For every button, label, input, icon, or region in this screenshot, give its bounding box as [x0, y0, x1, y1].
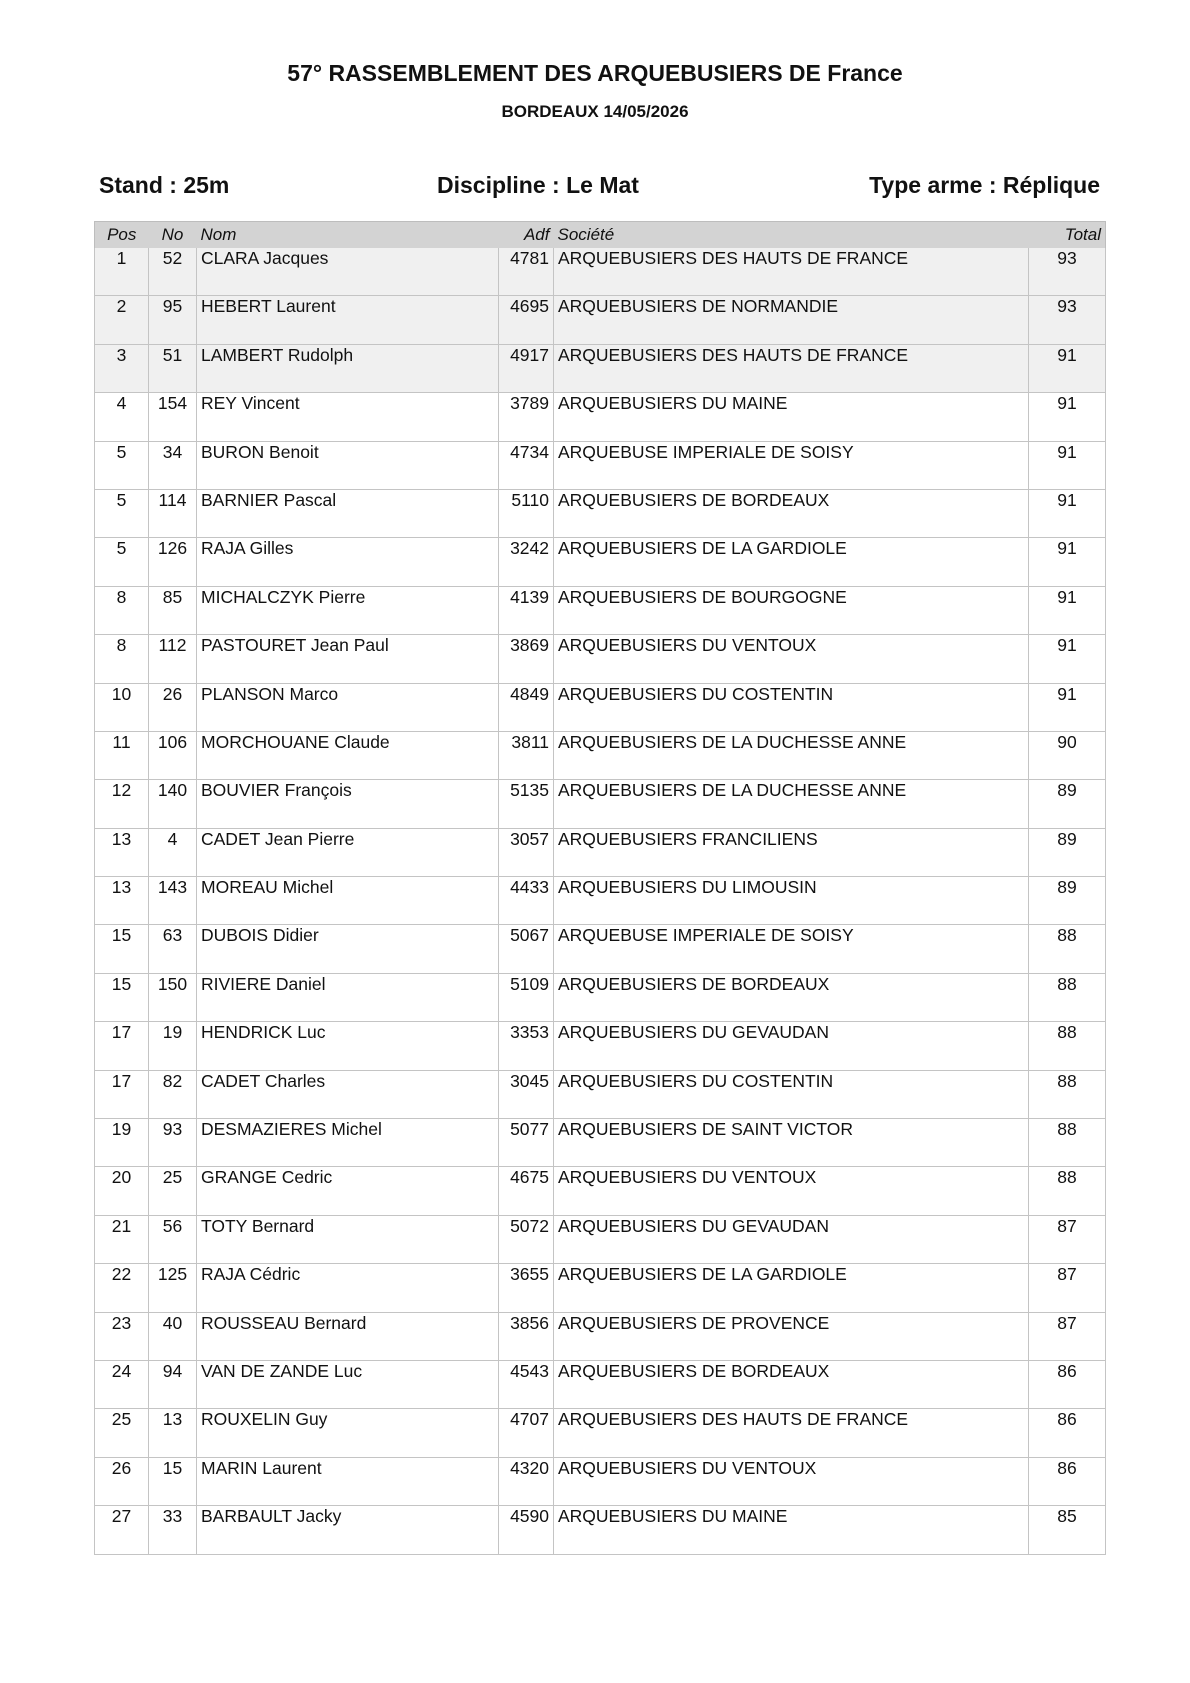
table-row [95, 731, 1106, 779]
cell-pos: 13 [95, 828, 149, 876]
table-row [95, 1312, 1106, 1360]
cell-adf: 5135 [499, 780, 554, 828]
cell-adf: 4695 [499, 296, 554, 344]
table-row [95, 1070, 1106, 1118]
cell-nom: TOTY Bernard [197, 1215, 499, 1263]
cell-adf: 3869 [499, 635, 554, 683]
table-row [95, 925, 1106, 973]
cell-nom: RIVIERE Daniel [197, 973, 499, 1021]
cell-adf: 4320 [499, 1457, 554, 1505]
cell-total: 88 [1029, 1167, 1106, 1215]
table-row [95, 1506, 1106, 1554]
table-row [95, 1215, 1106, 1263]
cell-nom: LAMBERT Rudolph [197, 344, 499, 392]
table-row [95, 877, 1106, 925]
cell-pos: 12 [95, 780, 149, 828]
cell-societe: ARQUEBUSIERS DU MAINE [554, 393, 1029, 441]
cell-societe: ARQUEBUSIERS DE BOURGOGNE [554, 586, 1029, 634]
cell-societe: ARQUEBUSIERS DU VENTOUX [554, 1457, 1029, 1505]
cell-total: 89 [1029, 877, 1106, 925]
cell-societe: ARQUEBUSIERS DE NORMANDIE [554, 296, 1029, 344]
cell-adf: 5067 [499, 925, 554, 973]
cell-nom: BURON Benoit [197, 441, 499, 489]
cell-total: 87 [1029, 1215, 1106, 1263]
cell-nom: ROUSSEAU Bernard [197, 1312, 499, 1360]
cell-no: 140 [149, 780, 197, 828]
cell-total: 93 [1029, 248, 1106, 296]
column-header-nom: Nom [200, 224, 237, 244]
cell-pos: 24 [95, 1360, 149, 1408]
cell-societe: ARQUEBUSE IMPERIALE DE SOISY [554, 441, 1029, 489]
cell-pos: 22 [95, 1264, 149, 1312]
cell-no: 94 [149, 1360, 197, 1408]
table-row [95, 393, 1106, 441]
cell-societe: ARQUEBUSIERS DU GEVAUDAN [554, 1022, 1029, 1070]
cell-total: 88 [1029, 1070, 1106, 1118]
results-table-header [95, 222, 1106, 248]
table-row [95, 780, 1106, 828]
cell-nom: RAJA Gilles [197, 538, 499, 586]
cell-no: 13 [149, 1409, 197, 1457]
cell-societe: ARQUEBUSIERS DE LA GARDIOLE [554, 1264, 1029, 1312]
cell-pos: 1 [95, 248, 149, 296]
cell-nom: BOUVIER François [197, 780, 499, 828]
table-row [95, 1409, 1106, 1457]
table-row [95, 489, 1106, 537]
cell-nom: RAJA Cédric [197, 1264, 499, 1312]
cell-pos: 10 [95, 683, 149, 731]
cell-societe: ARQUEBUSIERS DE SAINT VICTOR [554, 1119, 1029, 1167]
cell-pos: 26 [95, 1457, 149, 1505]
cell-pos: 8 [95, 635, 149, 683]
cell-societe: ARQUEBUSIERS DU GEVAUDAN [554, 1215, 1029, 1263]
cell-adf: 3789 [499, 393, 554, 441]
column-header-adf: Adf [523, 224, 550, 244]
cell-nom: HEBERT Laurent [197, 296, 499, 344]
cell-total: 91 [1029, 586, 1106, 634]
column-header-pos: Pos [107, 224, 137, 244]
cell-pos: 3 [95, 344, 149, 392]
cell-no: 93 [149, 1119, 197, 1167]
cell-total: 91 [1029, 393, 1106, 441]
cell-adf: 3242 [499, 538, 554, 586]
table-row [95, 441, 1106, 489]
table-row [95, 683, 1106, 731]
cell-pos: 2 [95, 296, 149, 344]
table-row [95, 538, 1106, 586]
cell-pos: 15 [95, 973, 149, 1021]
cell-total: 91 [1029, 635, 1106, 683]
cell-total: 90 [1029, 731, 1106, 779]
table-row [95, 635, 1106, 683]
column-header-societe: Société [557, 224, 615, 244]
cell-adf: 4734 [499, 441, 554, 489]
cell-no: 19 [149, 1022, 197, 1070]
table-row [95, 1360, 1106, 1408]
table-row [95, 1119, 1106, 1167]
table-row [95, 1022, 1106, 1070]
column-header-total: Total [1064, 224, 1101, 244]
cell-nom: MARIN Laurent [197, 1457, 499, 1505]
results-table [94, 221, 1106, 1555]
cell-no: 63 [149, 925, 197, 973]
cell-societe: ARQUEBUSIERS DE LA GARDIOLE [554, 538, 1029, 586]
cell-societe: ARQUEBUSIERS FRANCILIENS [554, 828, 1029, 876]
cell-no: 52 [149, 248, 197, 296]
cell-societe: ARQUEBUSIERS DU VENTOUX [554, 1167, 1029, 1215]
cell-no: 25 [149, 1167, 197, 1215]
cell-adf: 4675 [499, 1167, 554, 1215]
cell-total: 91 [1029, 489, 1106, 537]
cell-total: 91 [1029, 344, 1106, 392]
cell-societe: ARQUEBUSE IMPERIALE DE SOISY [554, 925, 1029, 973]
cell-pos: 19 [95, 1119, 149, 1167]
cell-adf: 3045 [499, 1070, 554, 1118]
cell-pos: 17 [95, 1070, 149, 1118]
cell-no: 56 [149, 1215, 197, 1263]
cell-total: 91 [1029, 538, 1106, 586]
cell-no: 112 [149, 635, 197, 683]
cell-adf: 4433 [499, 877, 554, 925]
cell-pos: 5 [95, 538, 149, 586]
cell-pos: 23 [95, 1312, 149, 1360]
cell-nom: ROUXELIN Guy [197, 1409, 499, 1457]
cell-adf: 3655 [499, 1264, 554, 1312]
cell-pos: 15 [95, 925, 149, 973]
cell-societe: ARQUEBUSIERS DE PROVENCE [554, 1312, 1029, 1360]
cell-total: 93 [1029, 296, 1106, 344]
cell-nom: REY Vincent [197, 393, 499, 441]
cell-societe: ARQUEBUSIERS DE BORDEAUX [554, 489, 1029, 537]
cell-total: 89 [1029, 828, 1106, 876]
cell-nom: CADET Charles [197, 1070, 499, 1118]
table-row [95, 248, 1106, 296]
cell-pos: 21 [95, 1215, 149, 1263]
cell-adf: 4543 [499, 1360, 554, 1408]
cell-no: 85 [149, 586, 197, 634]
cell-total: 88 [1029, 1119, 1106, 1167]
cell-pos: 27 [95, 1506, 149, 1554]
table-row [95, 1264, 1106, 1312]
cell-pos: 13 [95, 877, 149, 925]
table-row [95, 1457, 1106, 1505]
cell-pos: 8 [95, 586, 149, 634]
cell-adf: 4139 [499, 586, 554, 634]
cell-total: 89 [1029, 780, 1106, 828]
cell-pos: 11 [95, 731, 149, 779]
cell-pos: 5 [95, 489, 149, 537]
cell-societe: ARQUEBUSIERS DES HAUTS DE FRANCE [554, 344, 1029, 392]
cell-total: 91 [1029, 683, 1106, 731]
cell-societe: ARQUEBUSIERS DE BORDEAUX [554, 1360, 1029, 1408]
table-row [95, 344, 1106, 392]
cell-adf: 4849 [499, 683, 554, 731]
cell-total: 88 [1029, 925, 1106, 973]
cell-adf: 5072 [499, 1215, 554, 1263]
cell-adf: 5109 [499, 973, 554, 1021]
cell-nom: VAN DE ZANDE Luc [197, 1360, 499, 1408]
cell-no: 125 [149, 1264, 197, 1312]
cell-pos: 4 [95, 393, 149, 441]
cell-nom: MICHALCZYK Pierre [197, 586, 499, 634]
cell-total: 86 [1029, 1457, 1106, 1505]
cell-no: 126 [149, 538, 197, 586]
cell-total: 85 [1029, 1506, 1106, 1554]
cell-adf: 3353 [499, 1022, 554, 1070]
cell-adf: 4590 [499, 1506, 554, 1554]
page-title: 57° RASSEMBLEMENT DES ARQUEBUSIERS DE France [287, 60, 903, 86]
cell-pos: 17 [95, 1022, 149, 1070]
cell-total: 87 [1029, 1264, 1106, 1312]
cell-no: 26 [149, 683, 197, 731]
cell-adf: 5077 [499, 1119, 554, 1167]
cell-no: 106 [149, 731, 197, 779]
cell-nom: PASTOURET Jean Paul [197, 635, 499, 683]
cell-nom: BARNIER Pascal [197, 489, 499, 537]
cell-adf: 4707 [499, 1409, 554, 1457]
cell-no: 40 [149, 1312, 197, 1360]
cell-adf: 3057 [499, 828, 554, 876]
cell-adf: 5110 [499, 489, 554, 537]
cell-no: 4 [149, 828, 197, 876]
cell-societe: ARQUEBUSIERS DES HAUTS DE FRANCE [554, 248, 1029, 296]
cell-total: 86 [1029, 1409, 1106, 1457]
weapon-type-label: Type arme : Réplique [869, 172, 1100, 198]
cell-nom: GRANGE Cedric [197, 1167, 499, 1215]
table-row [95, 586, 1106, 634]
cell-pos: 20 [95, 1167, 149, 1215]
cell-total: 87 [1029, 1312, 1106, 1360]
cell-nom: CADET Jean Pierre [197, 828, 499, 876]
table-row [95, 296, 1106, 344]
cell-societe: ARQUEBUSIERS DE BORDEAUX [554, 973, 1029, 1021]
cell-no: 150 [149, 973, 197, 1021]
cell-societe: ARQUEBUSIERS DE LA DUCHESSE ANNE [554, 731, 1029, 779]
cell-total: 86 [1029, 1360, 1106, 1408]
cell-nom: CLARA Jacques [197, 248, 499, 296]
cell-societe: ARQUEBUSIERS DE LA DUCHESSE ANNE [554, 780, 1029, 828]
table-row [95, 828, 1106, 876]
cell-nom: PLANSON Marco [197, 683, 499, 731]
discipline-label: Discipline : Le Mat [437, 172, 639, 198]
cell-nom: BARBAULT Jacky [197, 1506, 499, 1554]
cell-nom: DUBOIS Didier [197, 925, 499, 973]
cell-no: 51 [149, 344, 197, 392]
cell-nom: MOREAU Michel [197, 877, 499, 925]
cell-pos: 25 [95, 1409, 149, 1457]
cell-no: 95 [149, 296, 197, 344]
cell-no: 114 [149, 489, 197, 537]
results-table-body [95, 248, 1106, 1555]
cell-nom: MORCHOUANE Claude [197, 731, 499, 779]
cell-adf: 4917 [499, 344, 554, 392]
cell-societe: ARQUEBUSIERS DU VENTOUX [554, 635, 1029, 683]
cell-nom: HENDRICK Luc [197, 1022, 499, 1070]
cell-societe: ARQUEBUSIERS DU COSTENTIN [554, 683, 1029, 731]
cell-no: 33 [149, 1506, 197, 1554]
column-header-no: No [161, 224, 184, 244]
page-subtitle: BORDEAUX 14/05/2026 [501, 102, 689, 121]
cell-no: 143 [149, 877, 197, 925]
cell-adf: 4781 [499, 248, 554, 296]
cell-societe: ARQUEBUSIERS DU LIMOUSIN [554, 877, 1029, 925]
cell-societe: ARQUEBUSIERS DU COSTENTIN [554, 1070, 1029, 1118]
stand-label: Stand : 25m [99, 172, 230, 198]
cell-societe: ARQUEBUSIERS DES HAUTS DE FRANCE [554, 1409, 1029, 1457]
header-row [95, 222, 1106, 248]
cell-no: 15 [149, 1457, 197, 1505]
cell-no: 82 [149, 1070, 197, 1118]
cell-no: 34 [149, 441, 197, 489]
table-row [95, 1167, 1106, 1215]
cell-pos: 5 [95, 441, 149, 489]
cell-total: 88 [1029, 1022, 1106, 1070]
cell-societe: ARQUEBUSIERS DU MAINE [554, 1506, 1029, 1554]
table-row [95, 973, 1106, 1021]
cell-total: 88 [1029, 973, 1106, 1021]
cell-adf: 3811 [499, 731, 554, 779]
cell-total: 91 [1029, 441, 1106, 489]
cell-adf: 3856 [499, 1312, 554, 1360]
cell-no: 154 [149, 393, 197, 441]
cell-nom: DESMAZIERES Michel [197, 1119, 499, 1167]
